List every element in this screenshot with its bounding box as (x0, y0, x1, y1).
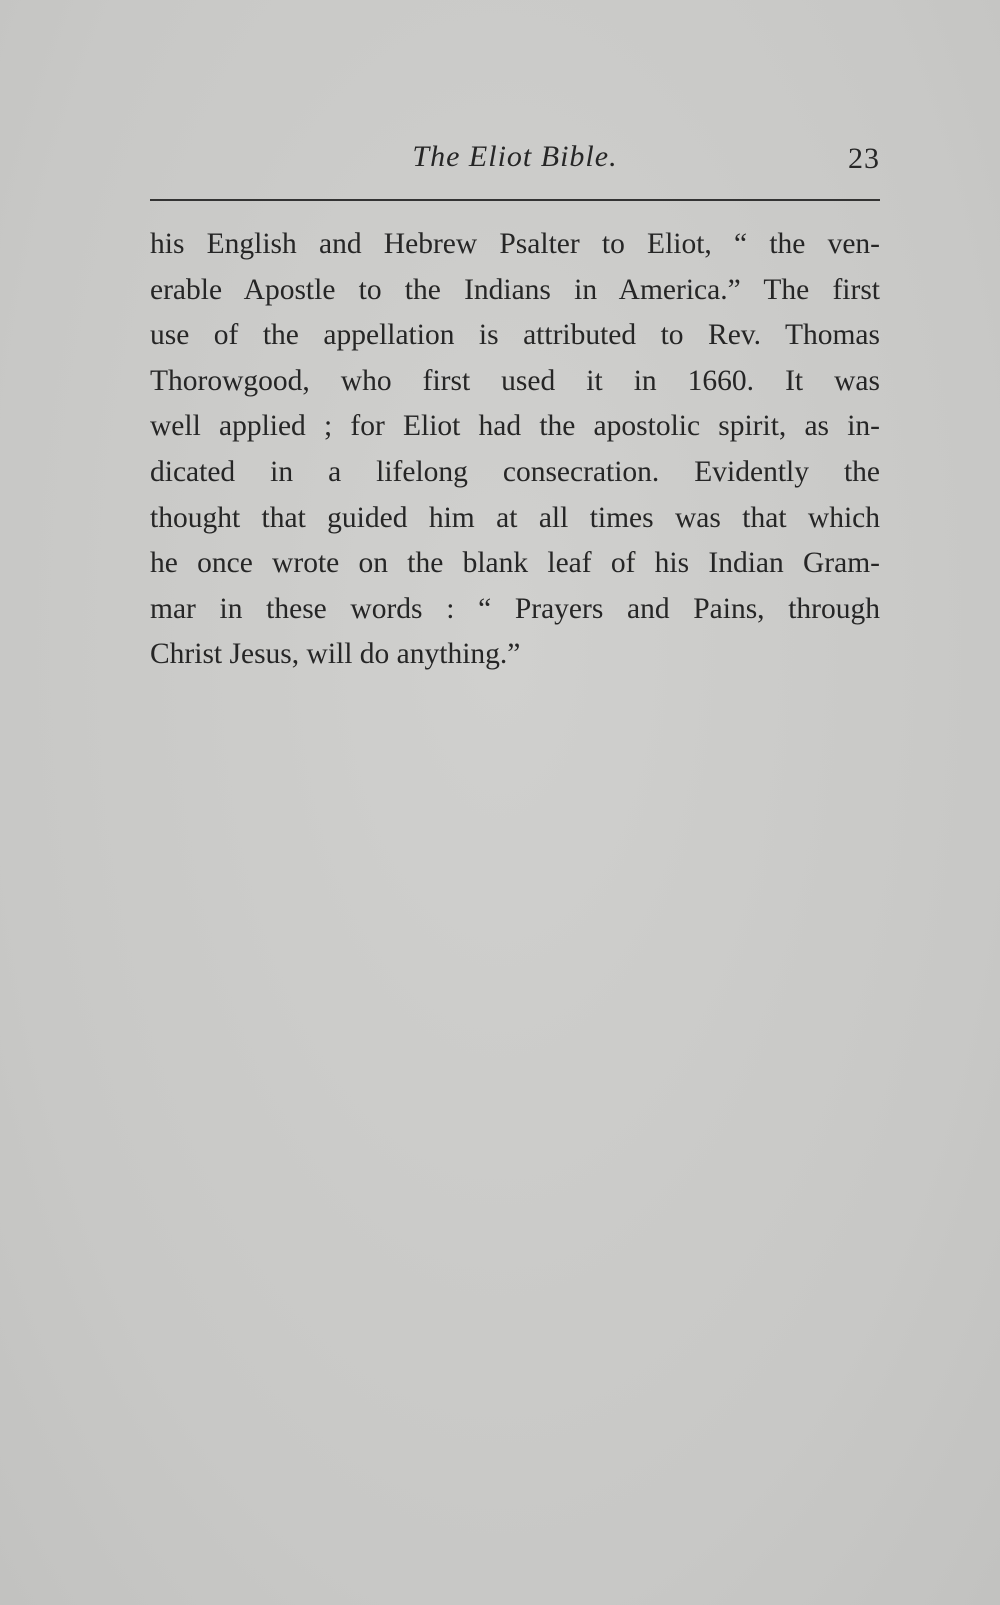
text-line: thought that guided him at all times was that which (150, 501, 880, 534)
body-paragraph (150, 222, 880, 678)
text-line: Christ Jesus, will do anything.” (150, 638, 521, 671)
text-line: well applied ; for Eliot had the apostolic spirit, as in- (150, 410, 880, 443)
running-title: The Eliot Bible. (412, 140, 618, 173)
text-line: use of the appellation is attributed to Rev. Thomas (150, 319, 880, 352)
text-line: mar in these words : “ Prayers and Pains, through (150, 592, 880, 625)
text-line: erable Apostle to the Indians in America.” The first (150, 273, 880, 306)
text-line: he once wrote on the blank leaf of his Indian Gram- (150, 547, 880, 580)
text-line: Thorowgood, who first used it in 1660. It was (150, 364, 880, 397)
running-head (150, 140, 880, 180)
text-line: dicated in a lifelong consecration. Evidently the (150, 455, 880, 488)
header-rule (150, 199, 880, 201)
page-number: 23 (848, 142, 880, 175)
text-line: his English and Hebrew Psalter to Eliot, “ the ven- (150, 228, 880, 260)
